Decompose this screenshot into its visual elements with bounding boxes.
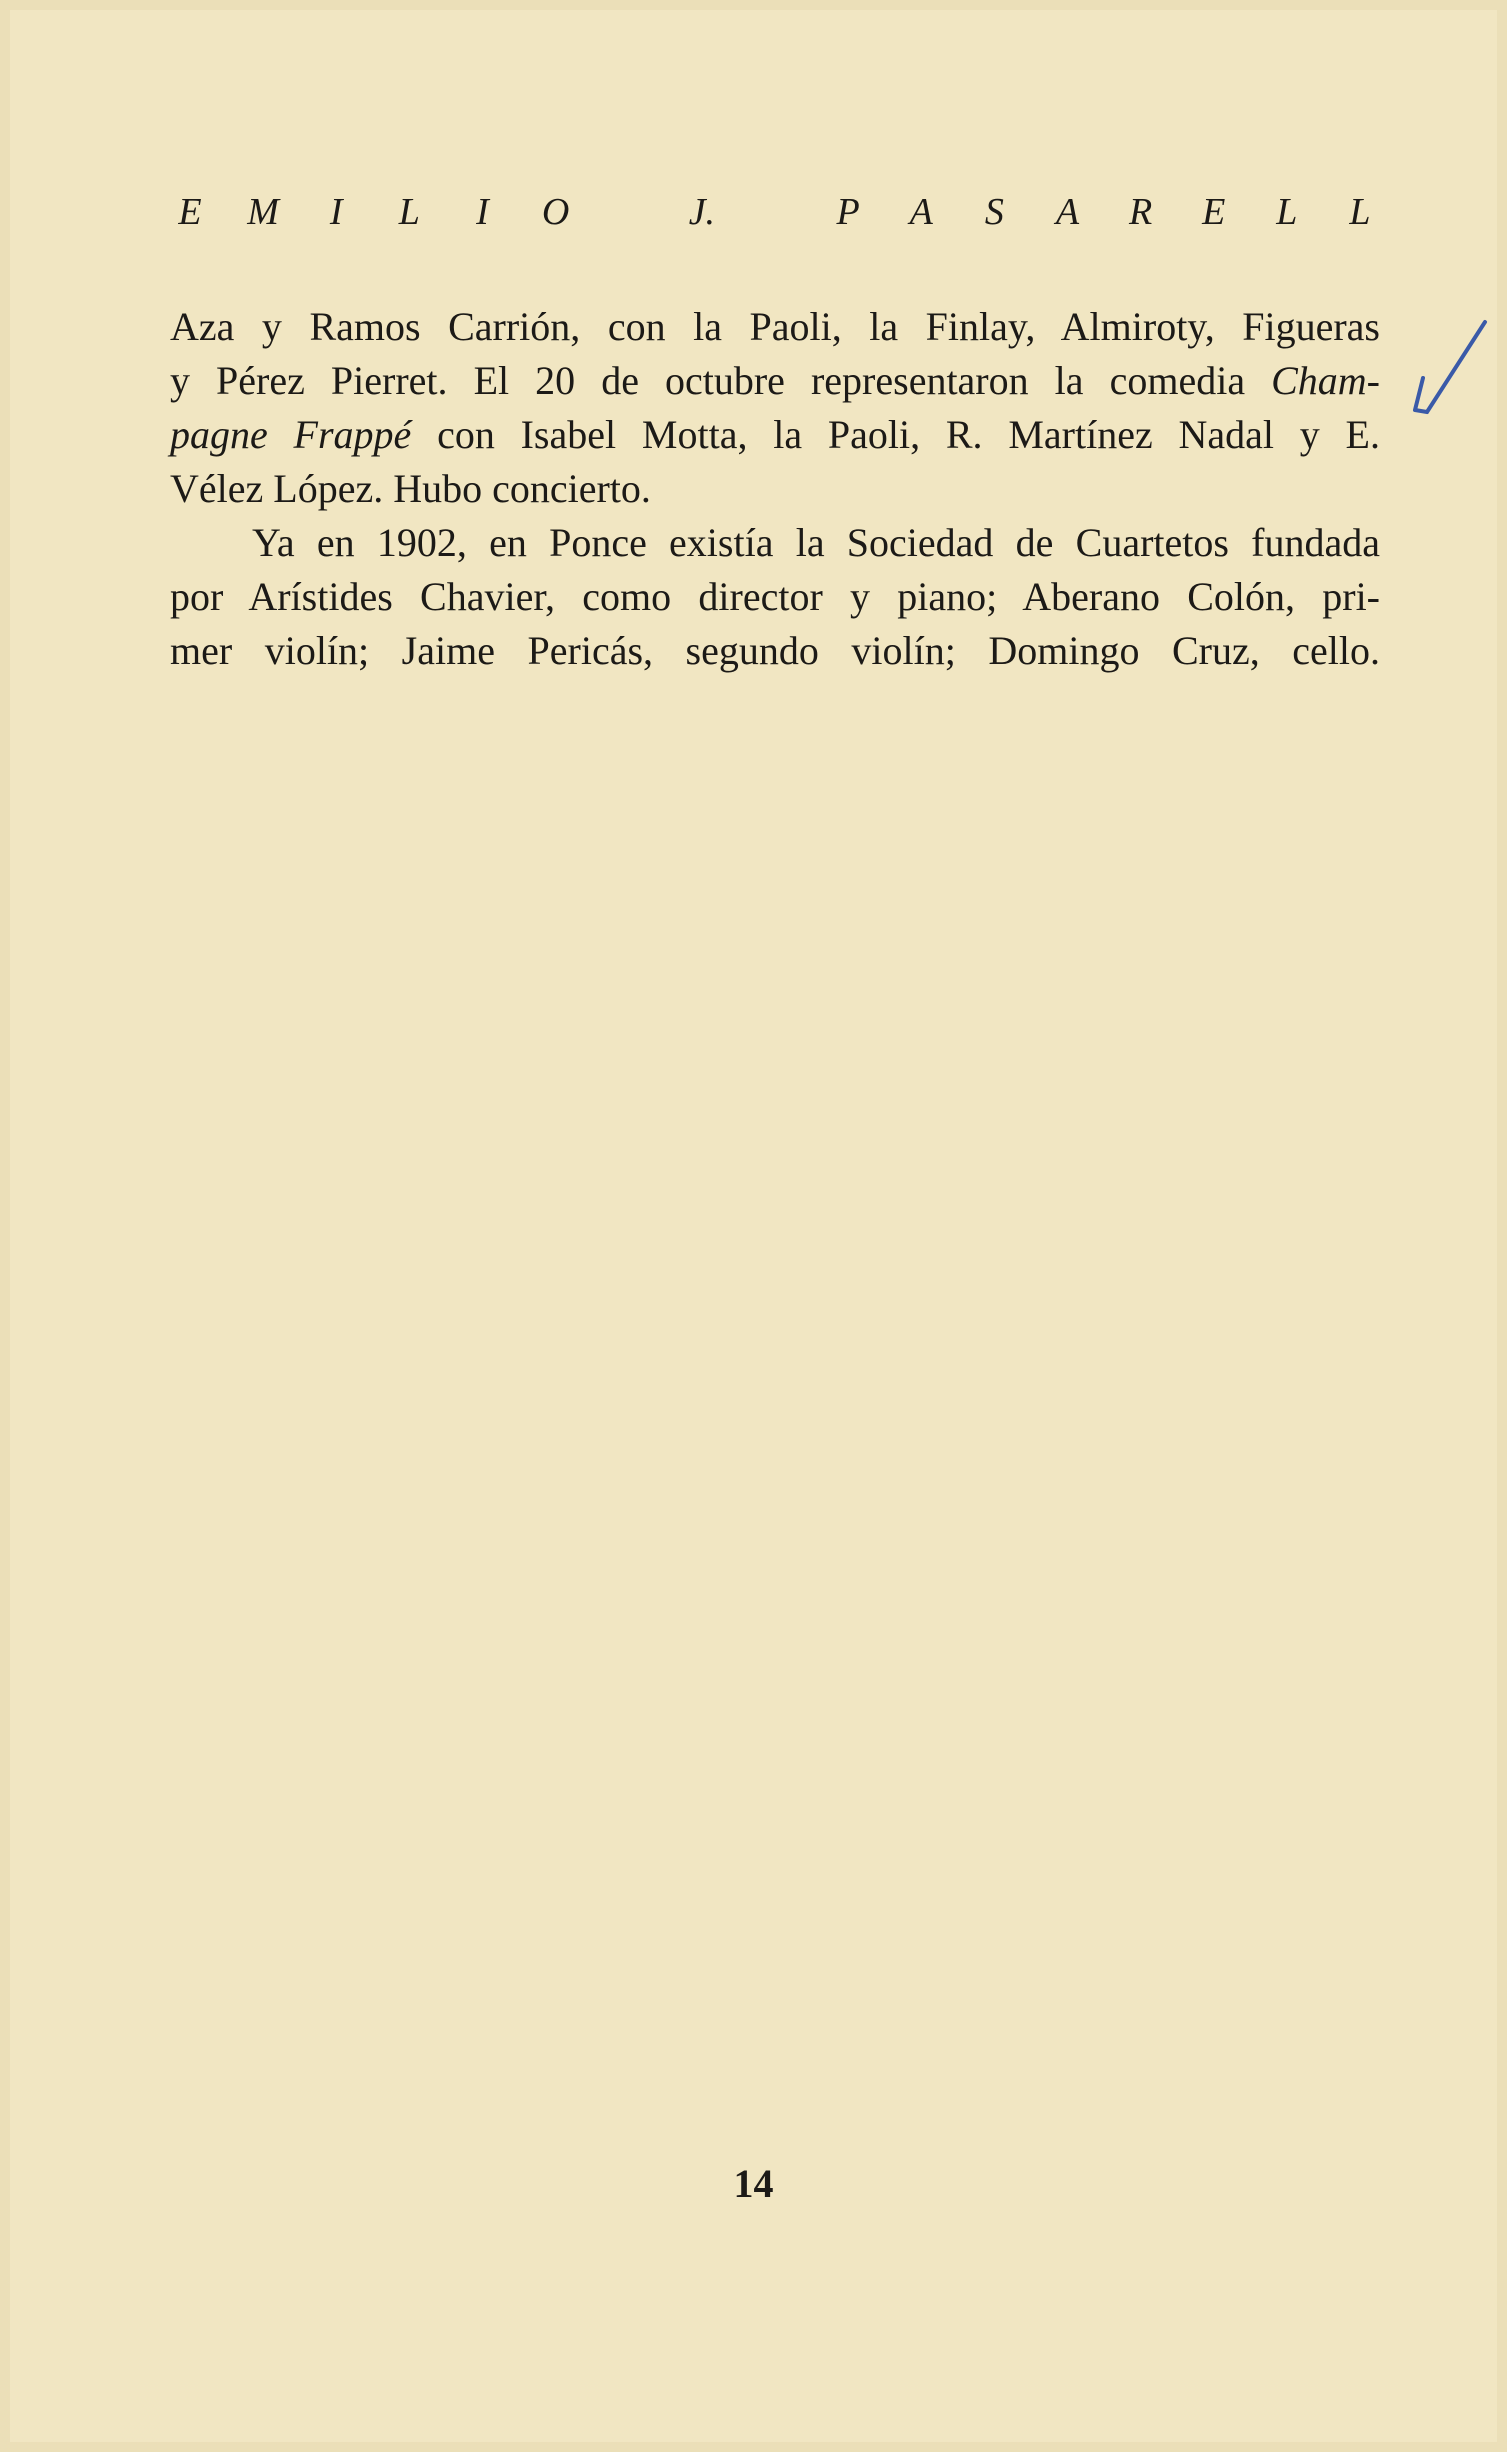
text-line (170, 516, 1380, 570)
text-line-content: y Pérez Pierret. El 20 de octubre representaron la comedia (170, 358, 1272, 403)
text-line (170, 300, 1380, 354)
running-head-letter: R (1129, 191, 1153, 233)
text-line-content: mer violín; Jaime Pericás, segundo violín; Domingo Cruz, cello. (170, 628, 1380, 673)
running-head-letter: L (1276, 191, 1298, 233)
running-head-letter: A (1055, 191, 1080, 233)
running-head-letter: J. (688, 191, 716, 233)
page-number: 14 (733, 2161, 774, 2206)
text-line-content: Ya en 1902, en Ponce existía la Sociedad de Cuartetos fundada (252, 520, 1380, 565)
running-head-gap (755, 190, 795, 234)
text-line-content: por Arístides Chavier, como director y piano; Aberano Colón, pri- (170, 574, 1380, 619)
running-head-gap (609, 190, 649, 234)
text-line-content: Aza y Ramos Carrión, con la Paoli, la Finlay, Almiroty, Figueras (170, 304, 1380, 349)
text-line-content: Vélez López. Hubo concierto. (170, 466, 651, 511)
running-head-letter: I (329, 191, 343, 233)
running-head (170, 190, 1380, 234)
running-head-letter: M (247, 191, 279, 233)
running-head-letter: L (398, 191, 420, 233)
text-line (170, 354, 1380, 408)
running-head-letter: E (1202, 191, 1226, 233)
text-line (170, 570, 1380, 624)
text-line (170, 624, 1380, 678)
text-line (170, 408, 1380, 462)
title-fragment: pagne Frappé (170, 412, 412, 457)
check-mark-icon (1405, 318, 1495, 428)
running-head-letter: E (178, 191, 202, 233)
running-head-letter: L (1349, 191, 1371, 233)
running-head-letter: S (984, 191, 1004, 233)
text-line-content: con Isabel Motta, la Paoli, R. Martínez Nadal y E. (411, 412, 1380, 457)
running-head-letter: O (541, 191, 570, 233)
title-fragment: Cham- (1271, 358, 1380, 403)
text-line (170, 462, 1380, 516)
body-text (170, 300, 1380, 678)
running-head-letter: I (476, 191, 489, 233)
running-head-letter: P (836, 191, 860, 233)
running-head-letter: A (909, 191, 933, 233)
